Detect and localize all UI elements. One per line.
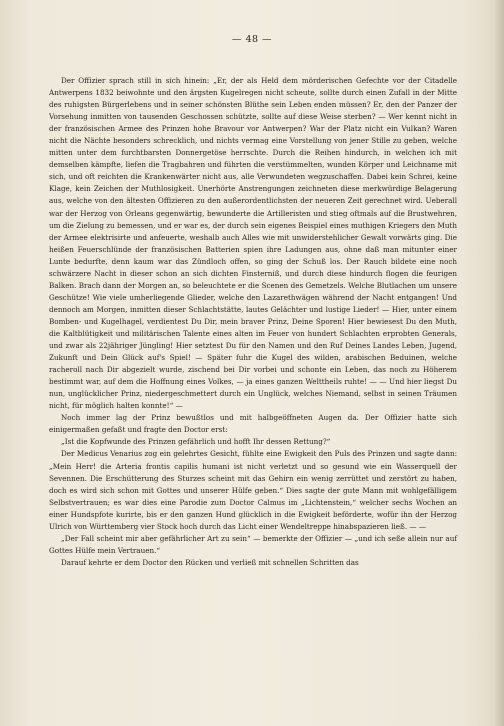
body-text (49, 75, 457, 569)
paragraph: Darauf kehrte er dem Doctor den Rücken und verließ mit schnellen Schritten das (61, 557, 359, 567)
page-edge-shadow (494, 0, 504, 726)
paragraph: Noch immer lag der Prinz bewußtlos und mit halbgeöffneten Augen da. Der Offizier hatte sich einigermaßen gefaßt und fragte den Doctor erst: (49, 413, 457, 435)
paragraph: Der Medicus Venarius zog ein gelehrtes Gesicht, fühlte eine Ewigkeit den Puls des Prinzen und sagte dann: „Mein Herr! die Arteria frontis capilis humani ist nicht verletzt und so gesund wie ein Wasserquell der Sevennen. Die Erschütterung des Sturzes scheint mit das Gehirn ein wenig zerrüttet und zerstört zu haben, doch es wird sich schon mit Gottes und unserer Hülfe geben.“ Dies sagte der gute Mann mit wohlgefälligem Selbstvertrauen; es war dies eine Parodie zum Doctor Calmus im „Lichtenstein,“ welcher sechs Wochen an einer Hundspfote kurirte, bis er den ganzen Hund glücklich in die Ewigkeit beförderte, wofür ihn der Herzog Ulrich von Württemberg vier Stock hoch durch das Licht einer Wendeltreppe hinabspazieren ließ. — — (49, 449, 457, 531)
page-number: — 48 — (231, 34, 273, 45)
paragraph: Der Offizier sprach still in sich hinein: „Er, der als Held dem mörderischen Gefechte vor der Citadelle Antwerpens 1832 beiwohnte und den ärgsten Kugelregen nicht scheute, sollte durch einen Zufall in der Mitte des ruhigsten Bürgerlebens und in seiner schönsten Blüthe sein Leben enden müssen? Er, den der Panzer der Vorsehung inmitten von tausenden Geschossen schützte, sollte auf diese Weise sterben? — Wer kennt nicht in der französischen Armee des Prinzen hohe Bravour vor Antwerpen? War der Platz nicht ein Vulkan? Waren nicht die Nächte besonders schrecklich, und nichts vermag eine Vorstellung von jener Stille zu geben, welche mitten unter dem furchtbarsten Donnergetöse herrschte. Durch die Reihen hindurch, in welchen ich mit demselben kämpfte, liefen die Tragbahren und führten die verstümmelten, wunden Körper und Leichname mit sich, und oft reichten die Krankenwärter nicht aus, alle Verwundeten wegzuschaffen. Dabei kein Schrei, keine Klage, kein Zeichen der Muthlosigkeit. Unerhörte Anstrengungen zeichneten diese merkwürdige Belagerung aus, welche von den ältesten Offizieren zu den außerordentlichsten der neueren Zeit gerechnet wird. Ueberall war der Herzog von Orleans gegenwärtig, bewunderte die Artilleristen und stieg oftmals auf die Brustwehren, um die Zielung zu bemessen, und er war es, der durch sein eigenes Beispiel eines muthigen Kriegers den Muth der Armee elektrisirte und anfeuerte, weshalb auch Alles wie mit unwiderstehlicher Gewalt vorwärts ging. Die heißen Feuerschlünde der französischen Batterien spien ihre Ladungen aus, ohne daß man mitunter einer Lunte bedurfte, denn kaum war das Zündloch offen, so ging der Schuß los. Der Rauch bildete eine noch schwärzere Nacht in dieser schon an sich dichten Finsterniß, und durch diese hindurch flogen die feurigen Balken. Brach dann der Morgen an, so beleuchtete er die Scenen des Gemetzels. Welche Blutlachen um unsere Geschütze! Wie viele umherliegende Glieder, welche den Lazarethwägen während der Nacht entgangen! Und dennoch am Morgen, inmitten dieser Schlachtstätte, lautes Gelächter und lustige Lieder! — Hier, unter einem Bomben- und Kugelhagel, verdientest Du Dir, mein braver Prinz, Deine Sporen! Hier bewiesest Du den Muth, die Kaltblütigkeit und militärischen Talente eines alten im Feuer von hundert Schlachten erprobten Generals, und zwar als 22jähriger Jüngling! Hier setztest Du für den Namen und den Ruf Deines Landes Leben, Jugend, Zukunft und Dein Glück auf's Spiel! — Später fuhr die Kugel des wilden, arabischen Beduinen, welche racheroll nach Dir abgezielt wurde, zischend bei Dir vorbei und schonte ein Leben, das noch zu Höherem bestimmt war, auf dem die Hoffnung eines Volkes, — ja eines ganzen Welttheils ruhte! — — Und hier liegst Du nun, unglücklicher Prinz, niedergeschmettert durch ein Unglück, welches Niemand, selbst in seinen Träumen nicht, für möglich halten konnte!“ — (49, 76, 457, 411)
paragraph: „Ist die Kopfwunde des Prinzen gefährlich und hofft Ihr dessen Rettung?“ (61, 437, 331, 447)
paragraph: „Der Fall scheint mir aber gefährlicher Art zu sein“ — bemerkte der Offizier — „und ich seße allein nur auf Gottes Hülfe mein Vertrauen.“ (49, 533, 457, 555)
